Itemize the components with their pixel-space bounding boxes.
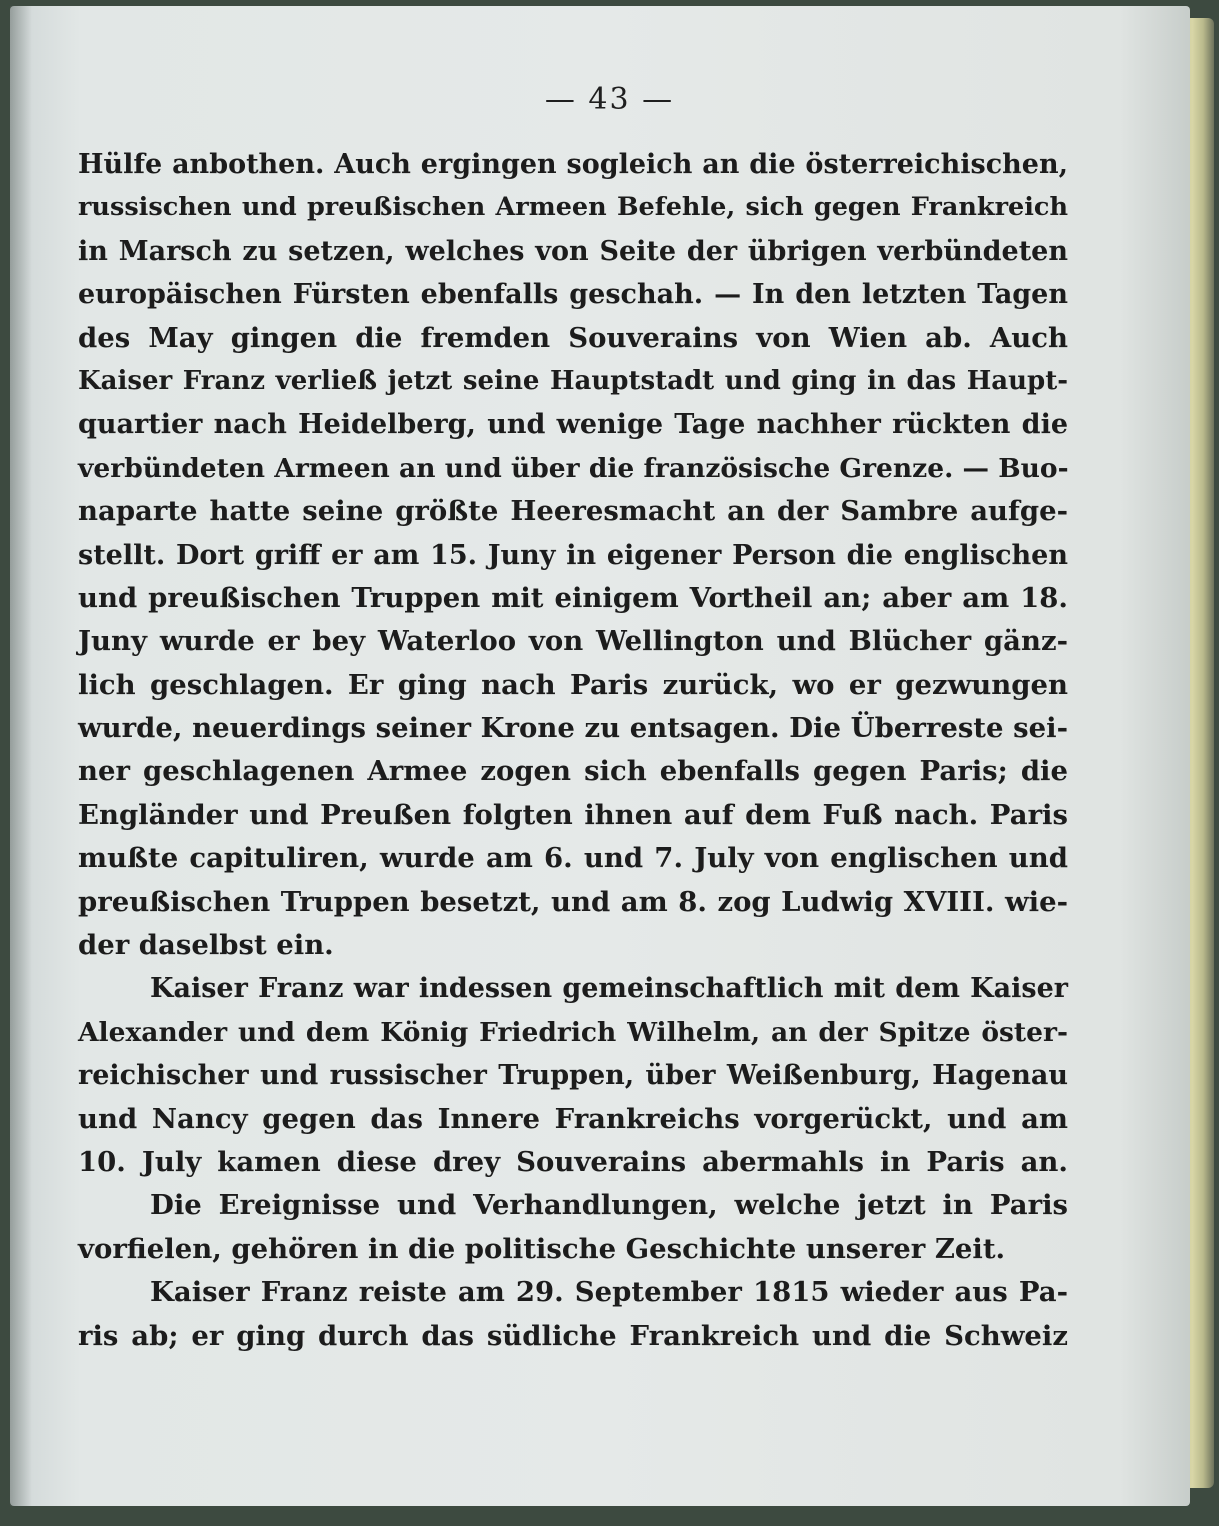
text-line: Engländer und Preußen folgten ihnen auf dem Fuß nach. Paris xyxy=(78,798,1068,831)
text-line: lich geschlagen. Er ging nach Paris zurück, wo er gezwungen xyxy=(78,668,1068,701)
text-line: mußte capituliren, wurde am 6. und 7. July von englischen und xyxy=(78,842,1068,875)
text-line: des May gingen die fremden Souverains von Wien ab. Auch xyxy=(78,321,1068,354)
text-line: wurde, neuerdings seiner Krone zu entsagen. Die Überreste sei- xyxy=(78,712,1068,745)
text-line: Alexander und dem König Friedrich Wilhelm, an der Spitze öster- xyxy=(78,1016,1068,1048)
text-line: preußischen Truppen besetzt, und am 8. zog Ludwig XVIII. wie- xyxy=(78,885,1068,918)
text-line: reichischer und russischer Truppen, über Weißenburg, Hagenau xyxy=(78,1060,1068,1092)
text-line: Kaiser Franz verließ jetzt seine Hauptstadt und ging in das Haupt- xyxy=(78,365,1068,396)
spine-shadow xyxy=(10,6,32,1506)
text-line: 10. July kamen diese drey Souverains abermahls in Paris an. xyxy=(78,1145,1068,1178)
body-text xyxy=(78,143,1068,1358)
text-line: Hülfe anbothen. Auch ergingen sogleich an die österreichischen, xyxy=(78,149,1068,180)
text-line: Kaiser Franz war indessen gemeinschaftlich mit dem Kaiser xyxy=(150,973,1068,1005)
text-line: quartier nach Heidelberg, und wenige Tage nachher rückten die xyxy=(78,409,1068,441)
text-line: Kaiser Franz reiste am 29. September 1815 wieder aus Pa- xyxy=(150,1276,1068,1309)
text-line: russischen und preußischen Armeen Befehle, sich gegen Frankreich xyxy=(78,192,1068,223)
text-line: Juny wurde er bey Waterloo von Wellington und Blücher gänz- xyxy=(78,625,1068,658)
text-line: in Marsch zu setzen, welches von Seite der übrigen verbündeten xyxy=(78,235,1068,267)
page-number: — 43 — xyxy=(544,82,675,117)
text-line: europäischen Fürsten ebenfalls geschah. — In den letzten Tagen xyxy=(78,279,1068,311)
text-line: der daselbst ein. xyxy=(78,929,334,962)
text-line: und preußischen Truppen mit einigem Vortheil an; aber am 18. xyxy=(78,581,1068,614)
text-line: Die Ereignisse und Verhandlungen, welche jetzt in Paris xyxy=(150,1189,1068,1222)
text-line: ris ab; er ging durch das südliche Frankreich und die Schweiz xyxy=(78,1319,1068,1352)
text-line: ner geschlagenen Armee zogen sich ebenfalls gegen Paris; die xyxy=(78,755,1068,788)
text-line: verbündeten Armeen an und über die französische Grenze. — Buo- xyxy=(78,452,1069,484)
text-line: stellt. Dort griff er am 15. Juny in eigener Person die englischen xyxy=(78,539,1068,571)
text-line: und Nancy gegen das Innere Frankreichs vorgerückt, und am xyxy=(78,1102,1068,1135)
text-line: naparte hatte seine größte Heeresmacht an der Sambre aufge- xyxy=(78,495,1068,528)
text-line: vorfielen, gehören in die politische Geschichte unserer Zeit. xyxy=(78,1232,1006,1265)
